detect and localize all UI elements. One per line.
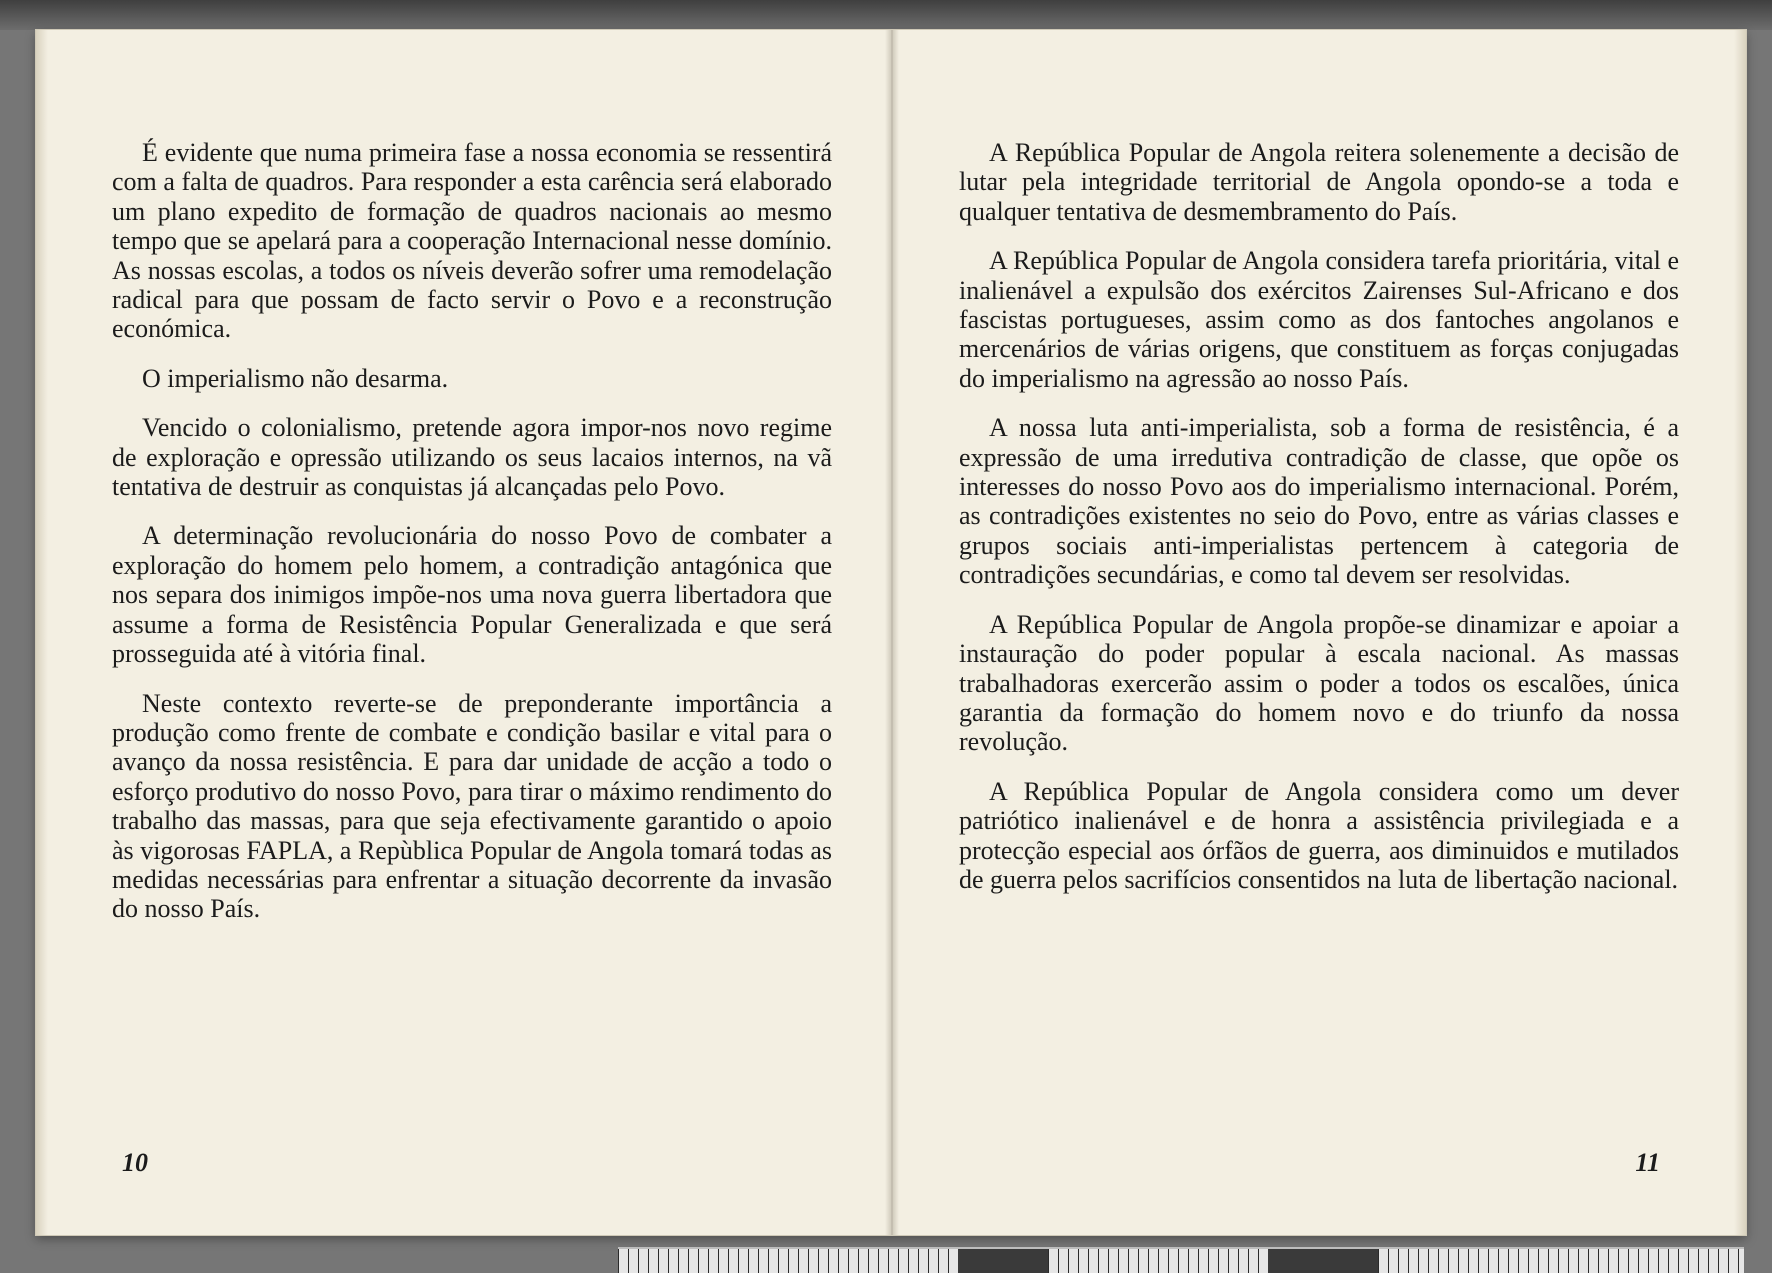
paragraph: A República Popular de Angola propõe-se dinamizar e apoiar a instauração do poder popular à escala nacional. As massas trabalhadoras exercerão assim o poder a todos os escalões, única garantia da formação do homem novo e do triunfo da nossa revolução. (959, 609, 1679, 757)
paragraph: A República Popular de Angola reitera solenemente a decisão de lutar pela integridade territorial de Angola opondo-se a toda e qualquer tentativa de desmembramento do País. (959, 138, 1679, 226)
left-page-text (112, 138, 832, 944)
scale-ruler (618, 1247, 1744, 1273)
paragraph: A República Popular de Angola considera tarefa prioritária, vital e inalienável a expulsão dos exércitos Zairenses Sul-Africano e dos fascistas portugueses, assim como as dos fantoches angolanos e mercenários de várias origens, que constituem as forças conjugadas do imperialismo na agressão ao nosso País. (959, 246, 1679, 393)
book-gutter (885, 30, 899, 1235)
paragraph: A República Popular de Angola considera como um dever patriótico inalienável e de honra a assistência privilegiada e a protecção especial aos órfãos de guerra, aos diminuidos e mutilados de guerra pelos sacrifícios consentidos na luta de libertação nacional. (959, 776, 1679, 894)
right-page (899, 30, 1746, 1235)
right-page-text (959, 138, 1679, 914)
paragraph: A nossa luta anti-imperialista, sob a forma de resistência, é a expressão de uma irredutiva contradição de classe, que opõe os interesses do nosso Povo aos do imperialismo internacional. Porém, as contradições existentes no seio do Povo, entre as várias classes e grupos sociais anti-imperialistas pertencem à categoria de contradições secundárias, e como tal devem ser resolvidas. (959, 413, 1679, 590)
paragraph: Neste contexto reverte-se de preponderante importância a produção como frente de combate e condição basilar e vital para o avanço da nossa resistência. E para dar unidade de acção a todo o esforço produtivo do nosso Povo, para tirar o máximo rendimento do trabalho das massas, para que seja efectivamente garantido o apoio às vigorosas FAPLA, a Repùblica Popular de Angola tomará todas as medidas necessárias para enfrentar a situação decorrente da invasão do nosso País. (112, 688, 832, 924)
paragraph: A determinação revolucionária do nosso Povo de combater a exploração do homem pelo homem, a contradição antagónica que nos separa dos inimigos impõe-nos uma nova guerra libertadora que assume a forma de Resistência Popular Generalizada e que será prosseguida até à vitória final. (112, 521, 832, 669)
open-booklet (36, 30, 1746, 1235)
page-number-left: 10 (122, 1148, 148, 1177)
scanner-background (0, 0, 1772, 30)
paragraph: Vencido o colonialismo, pretende agora impor-nos novo regime de exploração e opressão utilizando os seus lacaios internos, na vã tentativa de destruir as conquistas já alcançadas pelo Povo. (112, 413, 832, 502)
section-heading-paragraph: O imperialismo não desarma. (142, 363, 449, 393)
ruler-segment (1268, 1249, 1378, 1273)
ruler-segment (958, 1249, 1048, 1273)
page-number-right: 11 (1635, 1148, 1660, 1177)
paragraph: É evidente que numa primeira fase a nossa economia se ressentirá com a falta de quadros. Para responder a esta carência será elaborado um plano expedito de formação de quadros nacionais ao mesmo tempo que se apelará para a cooperação Internacional nesse domínio. As nossas escolas, a todos os níveis deverão sofrer uma remodelação radical para que possam de facto servir o Povo e a reconstrução económica. (112, 138, 832, 344)
left-page (36, 30, 885, 1235)
